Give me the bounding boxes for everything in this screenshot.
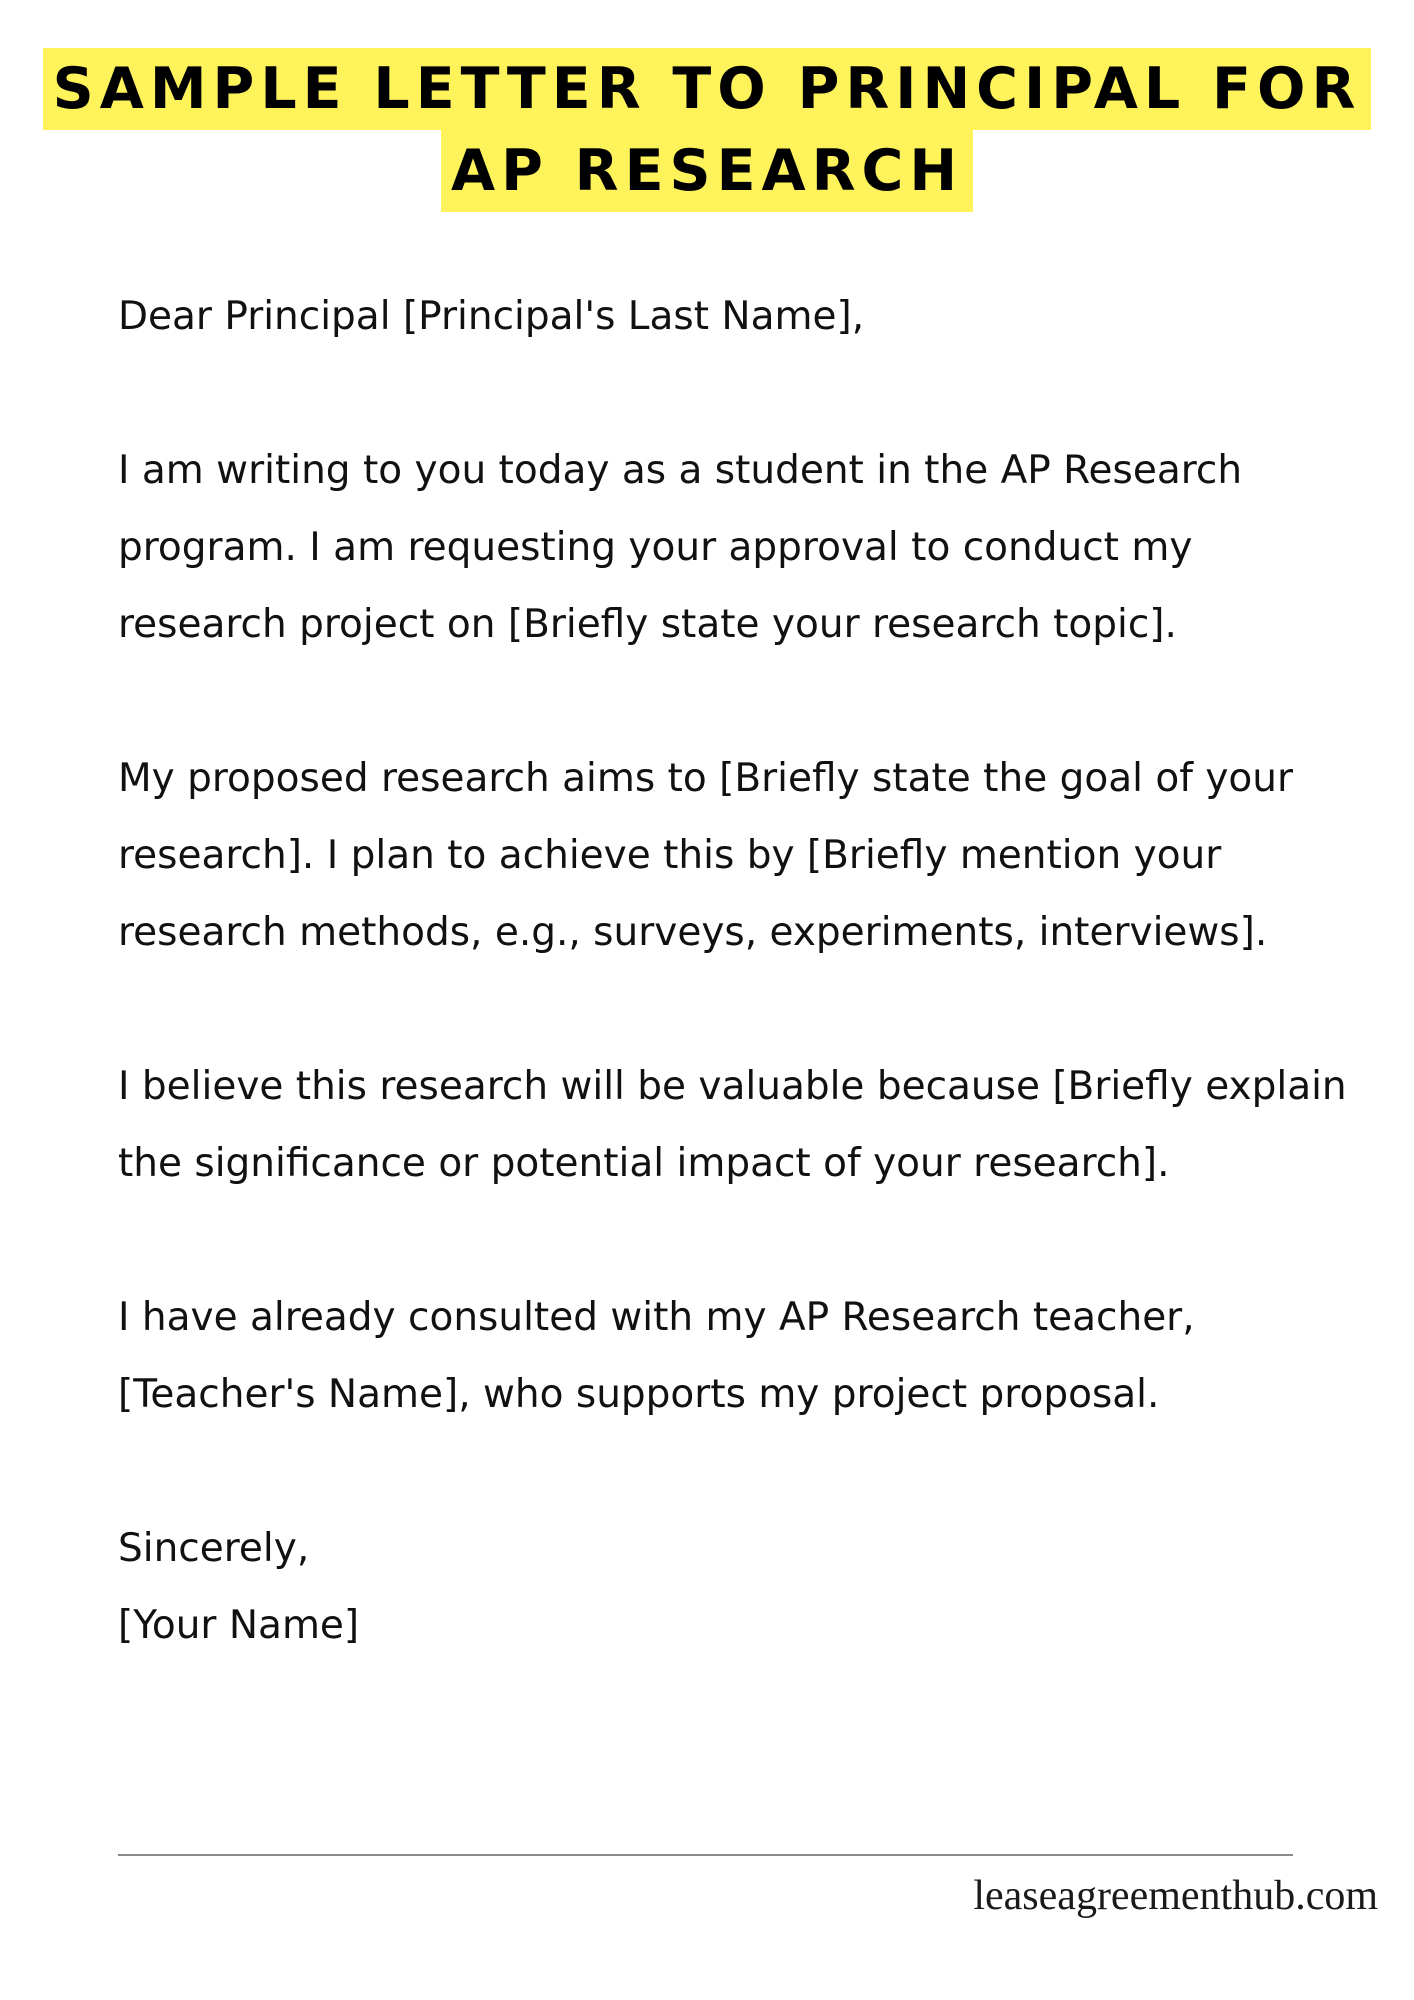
title-line-2: AP RESEARCH [441,130,973,212]
footer-website: leaseagreementhub.com [973,1873,1378,1919]
title-line-1: SAMPLE LETTER TO PRINCIPAL FOR [43,48,1372,130]
paragraph-goal: My proposed research aims to [Briefly state the goal of your research]. I plan to achieve this by [Briefly mention your research methods, e.g., surveys, experiments, interviews]. [118,756,1294,955]
closing: Sincerely, [118,1526,310,1571]
footer-divider [118,1854,1293,1856]
letter-body [118,278,1348,1664]
salutation: Dear Principal [Principal's Last Name], [118,294,865,339]
signature: [Your Name] [118,1603,360,1648]
document-title [0,48,1414,212]
paragraph-intro: I am writing to you today as a student in the AP Research program. I am requesting your approval to conduct my research project on [Briefly state your research topic]. [118,448,1243,647]
paragraph-significance: I believe this research will be valuable because [Briefly explain the significance or potential impact of your research]. [118,1064,1347,1186]
paragraph-teacher: I have already consulted with my AP Research teacher, [Teacher's Name], who supports my project proposal. [118,1295,1195,1417]
